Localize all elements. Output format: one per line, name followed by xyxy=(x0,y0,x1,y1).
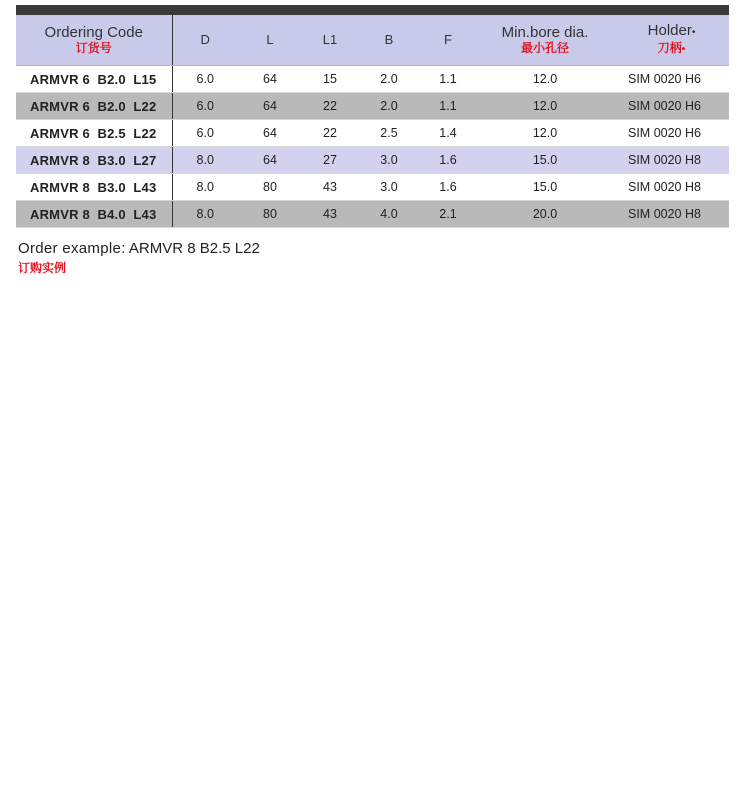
header-holder-en: Holder• xyxy=(647,22,696,39)
cell-bore: 12.0 xyxy=(476,66,614,93)
cell-ordering-code: ARMVR 8 B4.0 L43 xyxy=(16,201,172,228)
header-bore-zh: 最小孔径 xyxy=(520,41,569,55)
table-row xyxy=(16,147,729,174)
cell-ordering-code: ARMVR 6 B2.0 L22 xyxy=(16,93,172,120)
cell-ordering-code: ARMVR 8 B3.0 L43 xyxy=(16,174,172,201)
cell-ordering-code: ARMVR 6 B2.5 L22 xyxy=(16,120,172,147)
order-example-zh: 订购实例 xyxy=(18,261,67,275)
cell-holder: SIM 0020 H8 xyxy=(614,174,729,201)
cell-bore: 12.0 xyxy=(476,120,614,147)
table-header-row xyxy=(16,15,729,66)
cell-b: 4.0 xyxy=(358,201,420,228)
cell-l1: 22 xyxy=(302,93,358,120)
table-row xyxy=(16,201,729,228)
header-ordering-code xyxy=(16,15,172,66)
table-row xyxy=(16,174,729,201)
header-code-zh: 订货号 xyxy=(75,41,112,55)
cell-l: 64 xyxy=(238,93,302,120)
cell-l1: 27 xyxy=(302,147,358,174)
cell-l: 64 xyxy=(238,66,302,93)
cell-f: 1.4 xyxy=(420,120,476,147)
cell-ordering-code: ARMVR 6 B2.0 L15 xyxy=(16,66,172,93)
order-example xyxy=(18,240,260,257)
cell-l: 64 xyxy=(238,120,302,147)
cell-l1: 22 xyxy=(302,120,358,147)
header-holder xyxy=(614,15,729,66)
cell-d: 8.0 xyxy=(172,201,238,228)
cell-b: 2.5 xyxy=(358,120,420,147)
cell-b: 2.0 xyxy=(358,66,420,93)
header-d: D xyxy=(172,15,238,66)
cell-f: 1.1 xyxy=(420,66,476,93)
holder-mark-zh: • xyxy=(681,44,686,55)
header-l1: L1 xyxy=(302,15,358,66)
cell-bore: 15.0 xyxy=(476,147,614,174)
cell-l1: 43 xyxy=(302,201,358,228)
cell-holder: SIM 0020 H8 xyxy=(614,147,729,174)
holder-mark: • xyxy=(691,27,696,38)
table-row xyxy=(16,120,729,147)
ordering-table xyxy=(16,15,729,228)
cell-l: 64 xyxy=(238,147,302,174)
cell-l: 80 xyxy=(238,174,302,201)
cell-holder: SIM 0020 H6 xyxy=(614,120,729,147)
cell-f: 2.1 xyxy=(420,201,476,228)
cell-ordering-code: ARMVR 8 B3.0 L27 xyxy=(16,147,172,174)
table-row xyxy=(16,66,729,93)
cell-bore: 12.0 xyxy=(476,93,614,120)
order-example-value: ARMVR 8 B2.5 L22 xyxy=(128,240,260,257)
cell-holder: SIM 0020 H6 xyxy=(614,66,729,93)
header-b: B xyxy=(358,15,420,66)
header-l: L xyxy=(238,15,302,66)
cell-d: 8.0 xyxy=(172,174,238,201)
header-bore-en: Min.bore dia. xyxy=(501,24,589,41)
cell-l1: 15 xyxy=(302,66,358,93)
cell-b: 3.0 xyxy=(358,174,420,201)
cell-f: 1.6 xyxy=(420,147,476,174)
top-bar xyxy=(16,5,729,15)
cell-holder: SIM 0020 H8 xyxy=(614,201,729,228)
cell-d: 6.0 xyxy=(172,66,238,93)
header-f: F xyxy=(420,15,476,66)
header-holder-zh: 刀柄• xyxy=(657,41,686,55)
order-example-label: Order example: xyxy=(18,240,126,257)
cell-l1: 43 xyxy=(302,174,358,201)
cell-holder: SIM 0020 H6 xyxy=(614,93,729,120)
header-code-en: Ordering Code xyxy=(44,24,143,41)
table-row xyxy=(16,93,729,120)
cell-l: 80 xyxy=(238,201,302,228)
cell-bore: 15.0 xyxy=(476,174,614,201)
cell-f: 1.1 xyxy=(420,93,476,120)
cell-d: 8.0 xyxy=(172,147,238,174)
cell-bore: 20.0 xyxy=(476,201,614,228)
cell-d: 6.0 xyxy=(172,120,238,147)
cell-b: 3.0 xyxy=(358,147,420,174)
cell-f: 1.6 xyxy=(420,174,476,201)
cell-b: 2.0 xyxy=(358,93,420,120)
header-min-bore xyxy=(476,15,614,66)
cell-d: 6.0 xyxy=(172,93,238,120)
